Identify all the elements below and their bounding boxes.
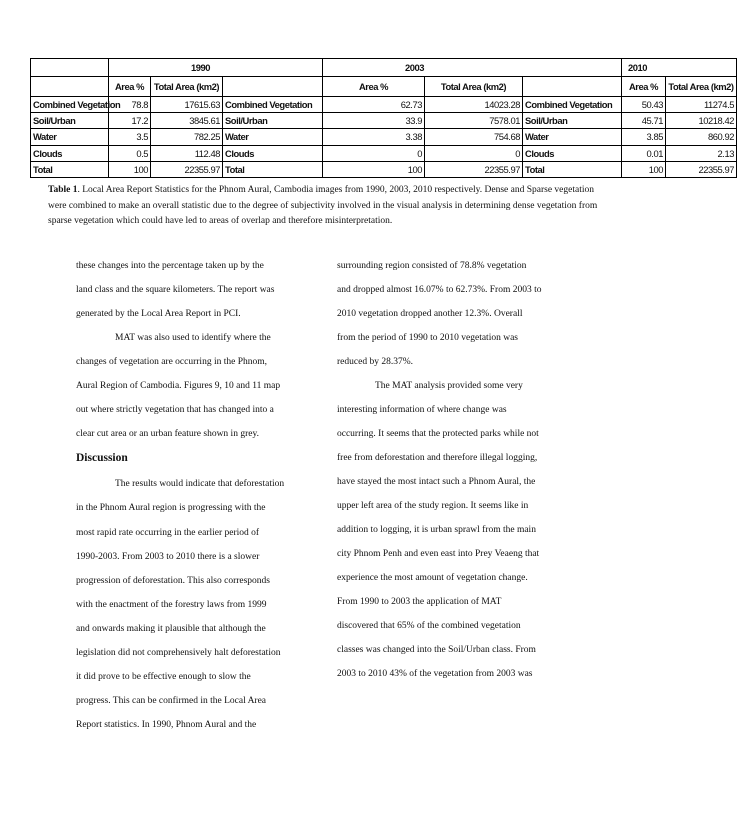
table-cell: 33.9	[323, 113, 425, 129]
table-cell: 2.13	[666, 145, 737, 161]
body-line: free from deforestation and therefore illegal logging,	[337, 453, 538, 463]
table-blank	[523, 77, 622, 97]
body-line: From 1990 to 2003 the application of MAT	[337, 597, 502, 607]
table-subheader-row	[31, 77, 737, 97]
table-cell: 11274.5	[666, 97, 737, 113]
table-row	[31, 113, 737, 129]
year-header: 2010	[622, 59, 737, 77]
body-line: addition to logging, it is urban sprawl from the main	[337, 525, 536, 535]
body-line: surrounding region consisted of 78.8% vegetation	[337, 261, 527, 271]
body-line: reduced by 28.37%.	[337, 357, 413, 367]
body-line: have stayed the most intact such a Phnom Aural, the	[337, 477, 536, 487]
caption-label: Table 1	[48, 185, 78, 195]
table-cell: 10218.42	[666, 113, 737, 129]
table-cell: 3.85	[622, 129, 666, 145]
row-label: Water	[223, 129, 323, 145]
table-cell: 100	[109, 161, 151, 177]
body-line: in the Phnom Aural region is progressing with the	[76, 503, 266, 513]
body-line: out where strictly vegetation that has changed into a	[76, 405, 274, 415]
table-cell: 45.71	[622, 113, 666, 129]
row-label: Combined Vegetation	[223, 97, 323, 113]
table-cell: 62.73	[323, 97, 425, 113]
table-cell: 3845.61	[151, 113, 223, 129]
table-corner	[31, 77, 109, 97]
row-label: Soil/Urban	[523, 113, 622, 129]
body-line: Report statistics. In 1990, Phnom Aural and the	[76, 720, 257, 730]
column-header: Total Area (km2)	[666, 77, 737, 97]
column-header: Total Area (km2)	[151, 77, 223, 97]
table-cell: 112.48	[151, 145, 223, 161]
body-line: and dropped almost 16.07% to 62.73%. From 2003 to	[337, 285, 542, 295]
table-year-row	[31, 59, 737, 77]
table-cell: 0	[323, 145, 425, 161]
table-cell: 754.68	[425, 129, 523, 145]
column-header: Area %	[323, 77, 425, 97]
row-label: Total	[523, 161, 622, 177]
table-cell: 100	[323, 161, 425, 177]
row-label: Total	[223, 161, 323, 177]
table-cell: 0	[425, 145, 523, 161]
body-line: 2010 vegetation dropped another 12.3%. Overall	[337, 309, 523, 319]
row-label: Clouds	[523, 145, 622, 161]
body-line: upper left area of the study region. It seems like in	[337, 501, 529, 511]
table-caption	[48, 183, 608, 230]
body-line: legislation did not comprehensively halt deforestation	[76, 648, 281, 658]
body-line: Aural Region of Cambodia. Figures 9, 10 and 11 map	[76, 381, 281, 391]
caption-text: . Local Area Report Statistics for the Phnom Aural, Cambodia images from 1990, 2003, 2010 respectively. Dense and Sparse vegetation were combined to make an overall statistic due to the degree of subjectivity involved in the visual analysis in determining dense vegetation from sparse vegetation which could have led to areas of overlap and therefore misinterpretation.	[48, 185, 598, 227]
table-cell: 0.01	[622, 145, 666, 161]
body-line: land class and the square kilometers. The report was	[76, 285, 275, 295]
body-line: 1990-2003. From 2003 to 2010 there is a slower	[76, 552, 260, 562]
table-cell: 860.92	[666, 129, 737, 145]
table-cell: 17615.63	[151, 97, 223, 113]
section-heading: Discussion	[76, 452, 128, 464]
body-line: from the period of 1990 to 2010 vegetation was	[337, 333, 518, 343]
body-line: progression of deforestation. This also corresponds	[76, 576, 271, 586]
table-cell: 50.43	[622, 97, 666, 113]
table-cell: 22355.97	[666, 161, 737, 177]
table-cell: 17.2	[109, 113, 151, 129]
body-line: occurring. It seems that the protected parks while not	[337, 429, 539, 439]
table-cell: 78.8	[109, 97, 151, 113]
body-line: interesting information of where change was	[337, 405, 507, 415]
year-header: 2003	[323, 59, 622, 77]
row-label: Clouds	[223, 145, 323, 161]
body-line: classes was changed into the Soil/Urban class. From	[337, 645, 536, 655]
table-corner	[31, 59, 109, 77]
body-line: it did prove to be effective enough to slow the	[76, 672, 251, 682]
table-row	[31, 129, 737, 145]
column-header: Area %	[622, 77, 666, 97]
row-label: Water	[523, 129, 622, 145]
year-header: 1990	[109, 59, 323, 77]
body-line: most rapid rate occurring in the earlier period of	[76, 528, 260, 538]
table-cell: 22355.97	[425, 161, 523, 177]
body-line: MAT was also used to identify where the	[115, 333, 271, 343]
table-blank	[223, 77, 323, 97]
row-label: Combined Vegetation	[31, 97, 109, 113]
row-label: Soil/Urban	[223, 113, 323, 129]
body-line: The MAT analysis provided some very	[375, 381, 523, 391]
table-row	[31, 145, 737, 161]
body-line: and onwards making it plausible that although the	[76, 624, 266, 634]
table-row	[31, 97, 737, 113]
table-cell: 782.25	[151, 129, 223, 145]
table-cell: 22355.97	[151, 161, 223, 177]
row-label: Total	[31, 161, 109, 177]
row-label: Combined Vegetation	[523, 97, 622, 113]
table-row	[31, 161, 737, 177]
body-line: discovered that 65% of the combined vegetation	[337, 621, 521, 631]
body-line: The results would indicate that deforestation	[115, 479, 285, 489]
body-line: clear cut area or an urban feature shown in grey.	[76, 429, 259, 439]
row-label: Soil/Urban	[31, 113, 109, 129]
body-line: 2003 to 2010 43% of the vegetation from 2003 was	[337, 669, 533, 679]
table-cell: 100	[622, 161, 666, 177]
table-cell: 3.5	[109, 129, 151, 145]
column-header: Total Area (km2)	[425, 77, 523, 97]
body-line: changes of vegetation are occurring in the Phnom,	[76, 357, 267, 367]
row-label: Clouds	[31, 145, 109, 161]
body-line: experience the most amount of vegetation change.	[337, 573, 528, 583]
body-line: generated by the Local Area Report in PCI.	[76, 309, 241, 319]
body-line: city Phnom Penh and even east into Prey Veaeng that	[337, 549, 540, 559]
column-header: Area %	[109, 77, 151, 97]
body-line: with the enactment of the forestry laws from 1999	[76, 600, 267, 610]
statistics-table	[30, 58, 737, 178]
table-cell: 0.5	[109, 145, 151, 161]
body-line: these changes into the percentage taken up by the	[76, 261, 264, 271]
row-label: Water	[31, 129, 109, 145]
table-cell: 7578.01	[425, 113, 523, 129]
table-cell: 14023.28	[425, 97, 523, 113]
table-cell: 3.38	[323, 129, 425, 145]
body-line: progress. This can be confirmed in the Local Area	[76, 696, 267, 706]
